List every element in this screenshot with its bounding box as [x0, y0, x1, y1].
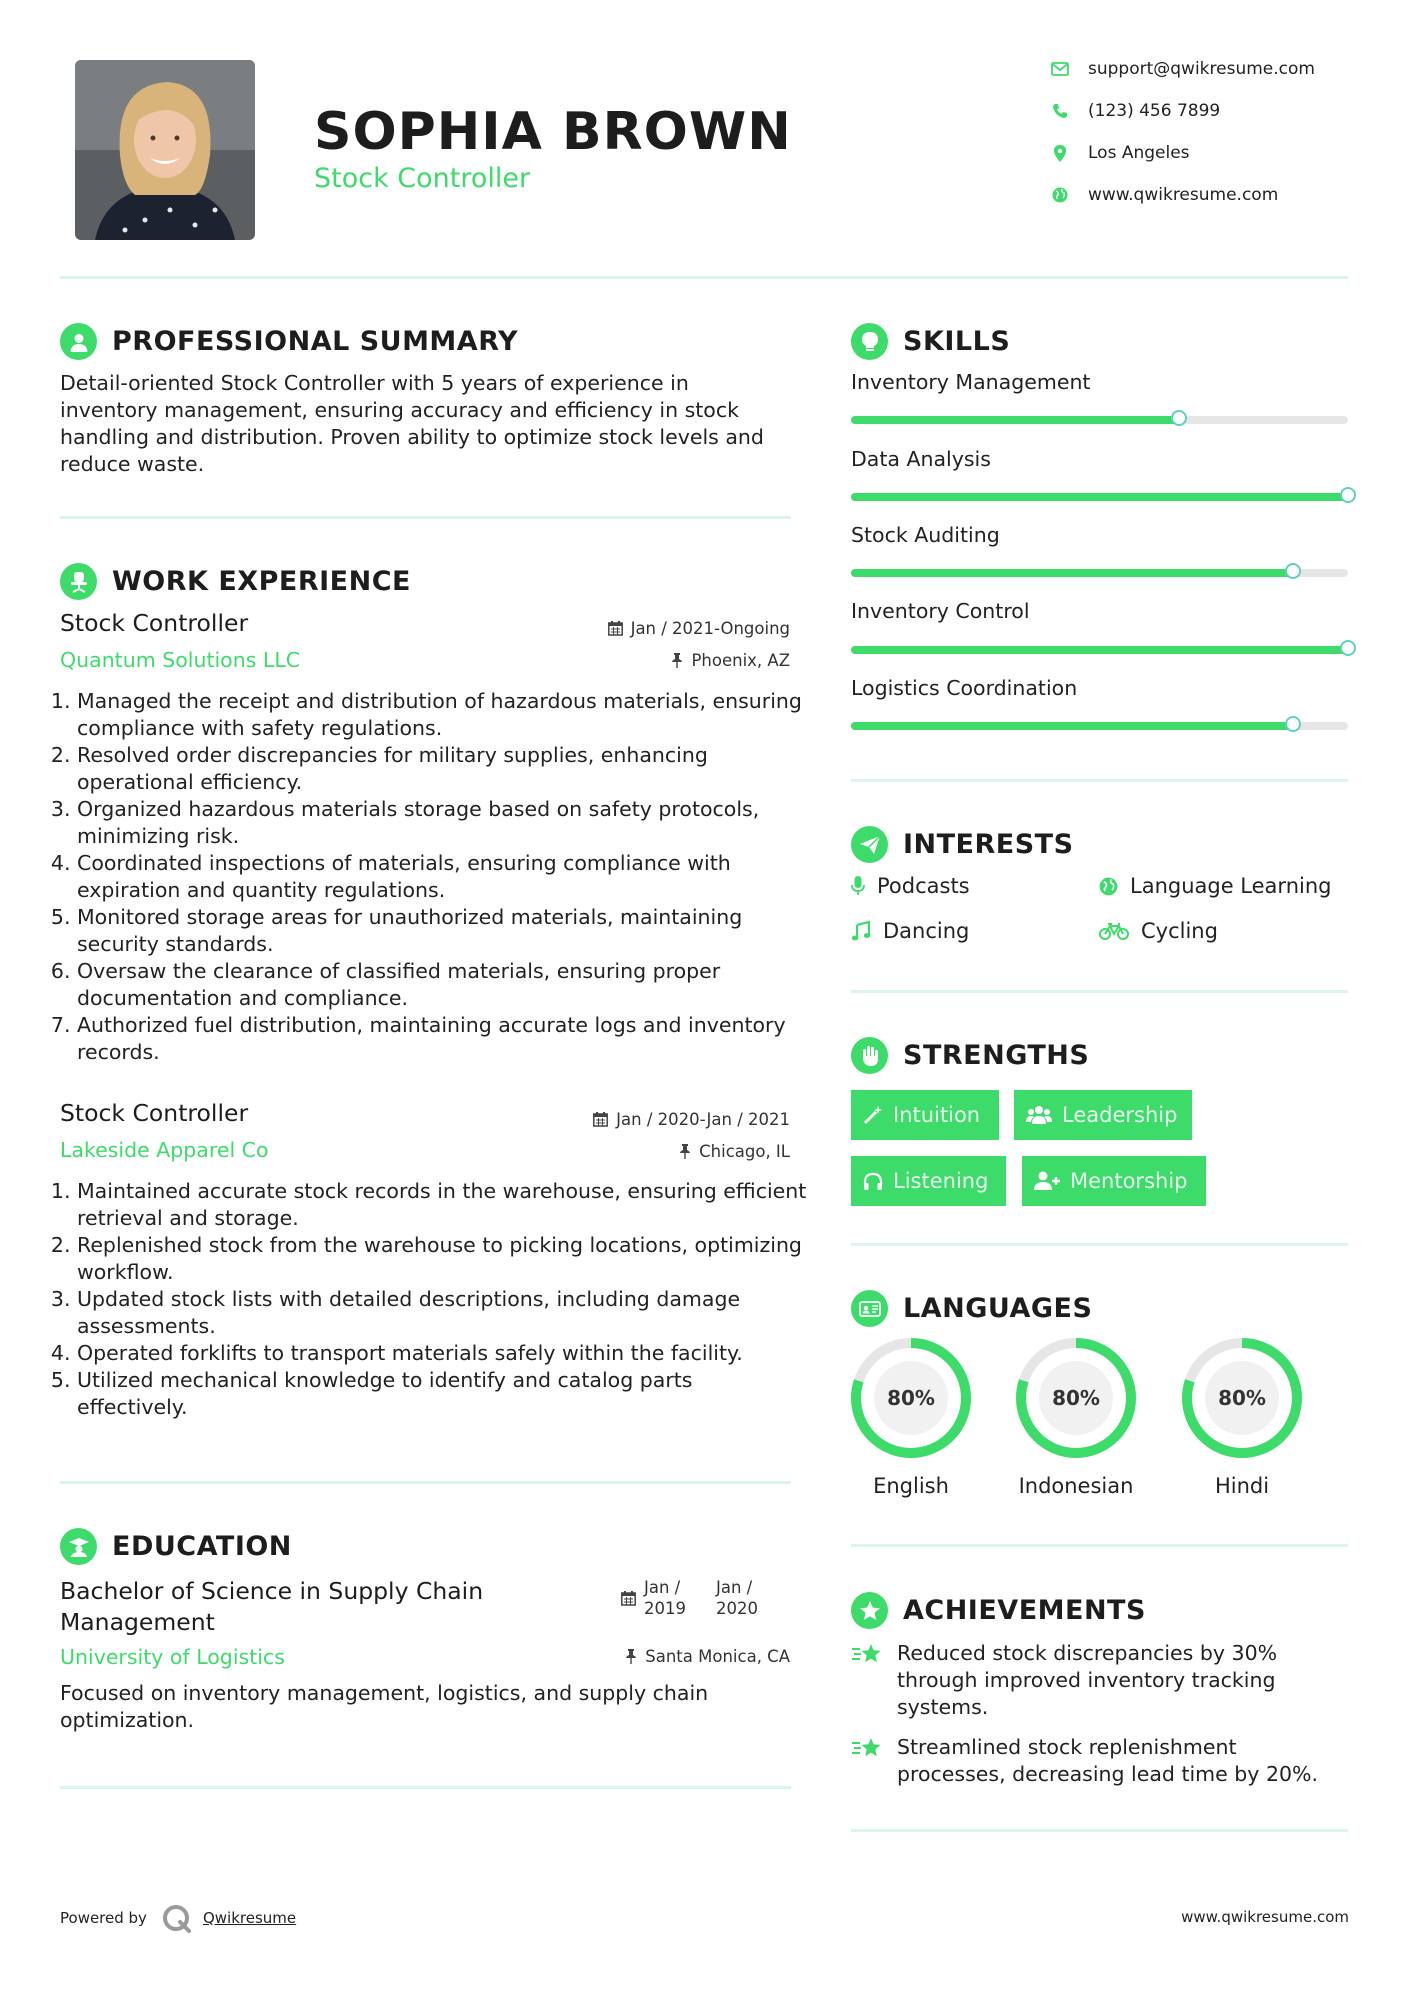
education-description: Focused on inventory management, logistics, and supply chain optimization. [60, 1681, 709, 1732]
job-company: Quantum Solutions LLC [60, 648, 301, 672]
strength-tag [1022, 1156, 1206, 1206]
strength-label: Mentorship [1070, 1169, 1188, 1193]
list-item: 3. Updated stock lists with detailed descriptions, including damage assessments. [77, 1286, 807, 1340]
achievement-item [851, 1640, 1351, 1721]
pushpin-icon [679, 1144, 691, 1159]
interest-item [851, 874, 970, 898]
achievements-heading [851, 1592, 1146, 1629]
calendar-icon [621, 1591, 636, 1606]
candidate-title: Stock Controller [314, 163, 531, 194]
skill-bar-fill [851, 493, 1348, 501]
language-name: Hindi [1214, 1474, 1270, 1498]
skill-bar-handle [1285, 563, 1301, 579]
contact-location [1050, 141, 1190, 165]
skill-name: Logistics Coordination [851, 676, 1078, 700]
skill-bar [851, 569, 1348, 577]
strength-tag [1014, 1090, 1192, 1140]
language-percent: 80% [887, 1386, 935, 1410]
skills-heading-text: SKILLS [903, 326, 1011, 357]
contact-website-text: www.qwikresume.com [1088, 185, 1279, 205]
job-dates [608, 619, 790, 638]
job-dates-text: Jan / 2020-Jan / 2021 [616, 1110, 790, 1129]
globe-icon [1050, 187, 1070, 203]
user-icon [60, 323, 97, 360]
interest-item [1099, 874, 1331, 898]
shooting-star-icon [851, 1736, 883, 1762]
skill-bar [851, 493, 1348, 501]
music-note-icon [851, 921, 871, 941]
job-location [671, 651, 790, 670]
strength-label: Intuition [893, 1103, 981, 1127]
strengths-heading-text: STRENGTHS [903, 1040, 1090, 1071]
skill-name: Stock Auditing [851, 523, 1000, 547]
list-item: 1. Managed the receipt and distribution of hazardous materials, ensuring compliance with safety regulations. [77, 688, 807, 742]
skill-bar-fill [851, 722, 1293, 730]
summary-text: Detail-oriented Stock Controller with 5 years of experience in inventory management, ensuring accuracy and efficiency in stock handling and distribution. Proven ability to optimize stock levels and reduce waste. [60, 371, 764, 476]
experience-heading-text: WORK EXPERIENCE [112, 566, 411, 597]
strength-tag [851, 1156, 1006, 1206]
job-dates [593, 1110, 790, 1129]
graduate-icon [60, 1528, 97, 1565]
office-chair-icon [60, 563, 97, 600]
job-bullets [57, 1178, 807, 1421]
skills-divider [851, 779, 1348, 782]
education-start: Jan / 2019 [644, 1578, 686, 1618]
experience-divider [60, 1481, 791, 1484]
skill-bar-handle [1171, 410, 1187, 426]
shooting-star-icon [851, 1642, 883, 1668]
contact-email[interactable] [1050, 57, 1315, 81]
skill-name: Inventory Control [851, 599, 1030, 623]
powered-by [60, 1903, 296, 1933]
school-name: University of Logistics [60, 1645, 285, 1669]
interest-label: Language Learning [1130, 874, 1332, 898]
interests-heading [851, 826, 1074, 863]
strength-label: Leadership [1062, 1103, 1178, 1127]
strength-label: Listening [893, 1169, 989, 1193]
list-item: 5. Monitored storage areas for unauthorized materials, maintaining security standards. [77, 904, 807, 958]
list-item: 5. Utilized mechanical knowledge to identify and catalog parts effectively. [77, 1367, 807, 1421]
language-ring [849, 1336, 973, 1460]
language-ring [1014, 1336, 1138, 1460]
education-location [625, 1647, 790, 1666]
job-title: Stock Controller [60, 609, 249, 637]
achievements-heading-text: ACHIEVEMENTS [903, 1595, 1146, 1626]
experience-heading [60, 563, 411, 600]
strengths-heading [851, 1037, 1089, 1074]
contact-location-text: Los Angeles [1088, 143, 1190, 163]
education-dates [621, 1577, 758, 1619]
contact-phone-text: (123) 456 7899 [1088, 101, 1221, 121]
skill-name: Data Analysis [851, 447, 991, 471]
language-name: Indonesian [1018, 1474, 1134, 1498]
degree-title: Bachelor of Science in Supply Chain Management [60, 1577, 484, 1636]
candidate-name: SOPHIA BROWN [314, 102, 792, 162]
globe-icon [1099, 877, 1118, 896]
location-pin-icon [1050, 145, 1070, 162]
skill-bar-handle [1285, 716, 1301, 732]
skill-bar-fill [851, 416, 1179, 424]
user-plus-icon [1034, 1171, 1060, 1191]
job-bullets [57, 688, 807, 1066]
education-heading [60, 1528, 292, 1565]
job-location-text: Chicago, IL [699, 1142, 790, 1161]
skill-bar [851, 722, 1348, 730]
job-location-text: Phoenix, AZ [691, 651, 790, 670]
interest-item [851, 919, 969, 943]
skill-bar-handle [1340, 640, 1356, 656]
bicycle-icon [1099, 922, 1129, 940]
contact-website[interactable] [1050, 183, 1278, 207]
paper-plane-icon [851, 826, 888, 863]
list-item: 4. Operated forklifts to transport materials safely within the facility. [77, 1340, 807, 1367]
interest-item [1099, 919, 1218, 943]
microphone-icon [851, 876, 865, 896]
achievement-text: Reduced stock discrepancies by 30% through improved inventory tracking systems. [897, 1641, 1278, 1719]
profile-photo [75, 60, 255, 240]
job-title: Stock Controller [60, 1099, 249, 1127]
skill-bar [851, 416, 1348, 424]
summary-heading [60, 323, 518, 360]
education-location-text: Santa Monica, CA [645, 1647, 790, 1666]
envelope-icon [1050, 62, 1070, 76]
achievement-item [851, 1734, 1351, 1788]
phone-icon [1050, 103, 1070, 119]
interests-heading-text: INTERESTS [903, 829, 1074, 860]
achievement-text: Streamlined stock replenishment processes, decreasing lead time by 20%. [897, 1735, 1319, 1786]
strengths-divider [851, 1243, 1348, 1246]
language-percent: 80% [1052, 1386, 1100, 1410]
interests-divider [851, 990, 1348, 993]
contact-phone[interactable] [1050, 99, 1220, 123]
list-item: 1. Maintained accurate stock records in the warehouse, ensuring efficient retrieval and storage. [77, 1178, 807, 1232]
pushpin-icon [671, 653, 683, 668]
job-dates-text: Jan / 2021-Ongoing [630, 619, 790, 638]
list-item: 7. Authorized fuel distribution, maintaining accurate logs and inventory records. [77, 1012, 807, 1066]
contact-email-text: support@qwikresume.com [1088, 59, 1315, 79]
languages-heading [851, 1290, 1092, 1327]
footer-url[interactable]: www.qwikresume.com [1181, 1908, 1349, 1926]
raised-hand-icon [851, 1037, 888, 1074]
strength-tag [851, 1090, 999, 1140]
list-item: 2. Replenished stock from the warehouse to picking locations, optimizing workflow. [77, 1232, 807, 1286]
summary-divider [60, 516, 791, 519]
skill-bar-handle [1340, 487, 1356, 503]
language-ring [1180, 1336, 1304, 1460]
skill-bar [851, 646, 1348, 654]
star-badge-icon [851, 1592, 888, 1629]
calendar-icon [593, 1112, 608, 1127]
education-end: Jan / 2020 [716, 1578, 758, 1618]
language-name: English [873, 1474, 949, 1498]
achievements-divider [851, 1829, 1348, 1832]
qwikresume-link[interactable]: Qwikresume [202, 1909, 297, 1927]
magic-wand-icon [863, 1105, 883, 1125]
skill-bar-fill [851, 646, 1348, 654]
job-location [679, 1142, 790, 1161]
education-divider [60, 1786, 791, 1789]
list-item: 6. Oversaw the clearance of classified materials, ensuring proper documentation and compliance. [77, 958, 807, 1012]
skill-bar-fill [851, 569, 1293, 577]
languages-heading-text: LANGUAGES [903, 1293, 1093, 1324]
powered-by-text: Powered by [60, 1909, 147, 1927]
qwikresume-logo-icon [161, 1903, 193, 1933]
summary-heading-text: PROFESSIONAL SUMMARY [112, 326, 519, 357]
users-icon [1026, 1105, 1052, 1125]
education-heading-text: EDUCATION [112, 1531, 292, 1562]
list-item: 4. Coordinated inspections of materials, ensuring compliance with expiration and quantity regulations. [77, 850, 807, 904]
calendar-icon [608, 621, 623, 636]
language-percent: 80% [1218, 1386, 1266, 1410]
id-card-icon [851, 1290, 888, 1327]
interest-label: Cycling [1141, 919, 1218, 943]
job-company: Lakeside Apparel Co [60, 1138, 269, 1162]
interest-label: Podcasts [877, 874, 970, 898]
skill-name: Inventory Management [851, 370, 1091, 394]
skills-heading [851, 323, 1010, 360]
pushpin-icon [625, 1649, 637, 1664]
interest-label: Dancing [883, 919, 970, 943]
languages-divider [851, 1544, 1348, 1547]
list-item: 2. Resolved order discrepancies for military supplies, enhancing operational efficiency. [77, 742, 807, 796]
headphones-icon [863, 1172, 883, 1190]
lightbulb-icon [851, 323, 888, 360]
list-item: 3. Organized hazardous materials storage based on safety protocols, minimizing risk. [77, 796, 807, 850]
header-divider [60, 276, 1348, 279]
